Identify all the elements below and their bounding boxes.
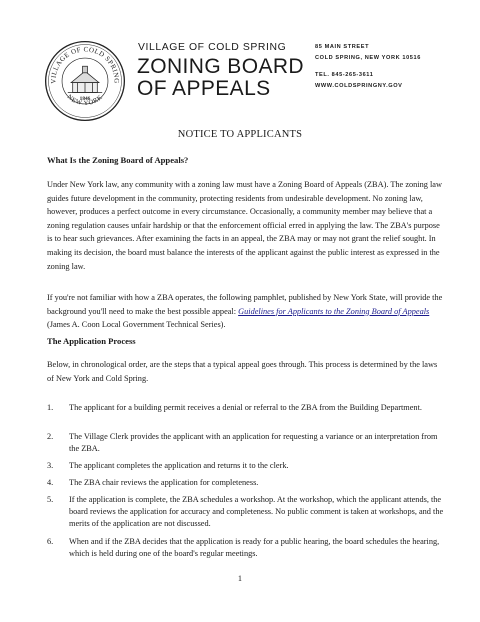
step-text: The applicant completes the application and returns it to the clerk. <box>69 461 289 470</box>
step-text: The Village Clerk provides the applicant with an application for requesting a variance or an interpretation from the ZBA. <box>69 432 438 454</box>
step-number: 5. <box>47 495 54 504</box>
step-text: The applicant for a building permit receives a denial or referral to the ZBA from the Building Department. <box>69 403 422 412</box>
board-title <box>137 56 304 100</box>
paragraph-process-intro: Below, in chronological order, are the steps that a typical appeal goes through. This process is determined by the laws of New York and Cold Spring. <box>47 360 438 383</box>
website: WWW.COLDSPRINGNY.GOV <box>315 83 403 89</box>
step-number: 2. <box>47 432 54 441</box>
section-heading-what-is-zba: What Is the Zoning Board of Appeals? <box>47 155 189 165</box>
pamphlet-text-after: (James A. Coon Local Government Technical Series). <box>47 320 226 330</box>
seal-year: 1846 <box>79 95 91 102</box>
document-title: NOTICE TO APPLICANTS <box>177 129 303 140</box>
pamphlet-text-before: If you're not familiar with how a ZBA operates, the following pamphlet, published by New York State, will provide the background you'll need to make the best possible appeal: <box>47 293 443 316</box>
paragraph-pamphlet <box>47 291 445 332</box>
address-street: 85 MAIN STREET <box>315 44 370 50</box>
phone-number: TEL. 845-265-3611 <box>315 72 374 78</box>
address-city: COLD SPRING, NEW YORK 10516 <box>315 55 421 61</box>
seal-top-text: VILLAGE OF COLD SPRING <box>50 46 120 84</box>
step-number: 3. <box>47 461 54 470</box>
step-text: If the application is complete, the ZBA schedules a workshop. At the workshop, which the applicant attends, the board reviews the application for accuracy and completeness. No public comment is taken at workshops, and the merits of the application are not discussed. <box>69 495 444 529</box>
village-seal-icon <box>44 40 126 122</box>
village-name: VILLAGE OF COLD SPRING <box>138 42 287 53</box>
board-title-line2: OF APPEALS <box>137 77 271 100</box>
step-text: When and if the ZBA decides that the application is ready for a public hearing, the board schedules the hearing, which is held during one of the board's regular meetings. <box>69 537 440 559</box>
section-heading-application-process: The Application Process <box>47 336 136 346</box>
step-number: 1. <box>47 403 54 412</box>
step-text: The ZBA chair reviews the application for completeness. <box>69 478 259 487</box>
page-number: 1 <box>237 574 243 583</box>
step-number: 4. <box>47 478 54 487</box>
paragraph-intro: Under New York law, any community with a zoning law must have a Zoning Board of Appeals (ZBA). The zoning law guides future development in the community, protecting residents from undesirable development. No zoning law, however, produces a perfect outcome in every circumstance. Occasionally, a community member may believe that a zoning regulation causes unfair hardship or that the enforcement official erred in applying the law. The ZBA's purpose is to hear such grievances. After examining the facts in an appeal, the ZBA may or may not grant the relief sought. In making its decision, the board must balance the interests of the applicant against the public interest as expressed in the zoning law. <box>47 180 442 271</box>
seal-bottom-text: NEW YORK <box>65 93 105 108</box>
board-title-line1: ZONING BOARD <box>137 55 304 78</box>
pamphlet-link[interactable]: Guidelines for Applicants to the Zoning Board of Appeals <box>238 306 430 316</box>
step-number: 6. <box>47 537 54 546</box>
